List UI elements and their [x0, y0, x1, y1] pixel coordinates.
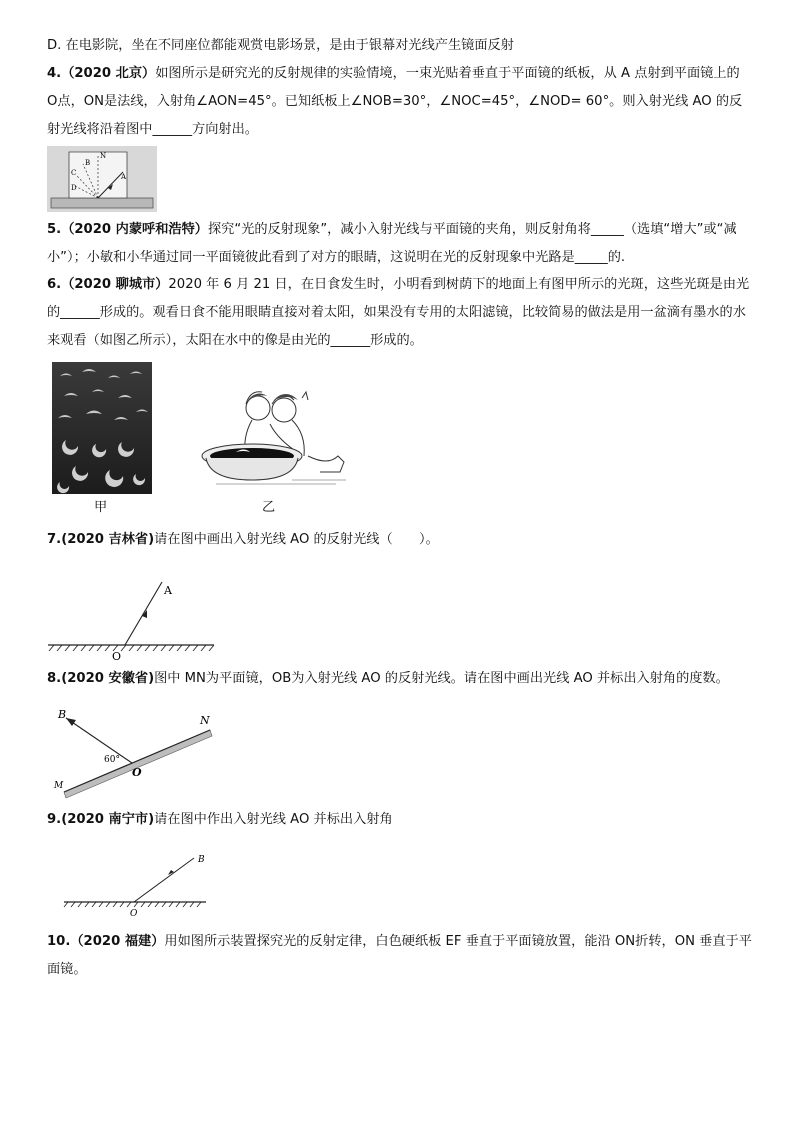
question-source: (2020 吉林省): [61, 532, 155, 547]
question-source: （2020 北京）: [61, 66, 156, 81]
question-text: 用如图所示装置探究光的反射定律，白色硬纸板 EF 垂直于平面镜放置，能沿 ON折转，ON 垂直于平面镜。: [47, 934, 752, 977]
question-number: 6.: [47, 277, 62, 292]
question-6: [47, 271, 752, 355]
angle-label: 60°: [104, 755, 120, 765]
q9-diagram: [62, 848, 208, 924]
question-10: [47, 928, 752, 984]
q8-diagram: [52, 704, 218, 808]
label-n: N: [100, 152, 107, 160]
question-source: (2020 安徽省): [61, 671, 155, 686]
question-4: [47, 60, 752, 144]
label-b: B: [85, 159, 91, 167]
label-o: O: [132, 766, 142, 779]
question-source: （2020 内蒙呼和浩特）: [61, 222, 208, 237]
reflection-experiment-figure: [47, 146, 157, 216]
question-number: 10.: [47, 934, 71, 949]
question-text: 如图所示是研究光的反射规律的实验情境，一束光贴着垂直于平面镜的纸板，从 A 点射到平面镜上的 O点，ON是法线，入射角∠AON=45°。已知纸板上∠NOB=30°，∠NOC=45°，∠NOD= 60°。则入射光线 AO 的反射光线将沿着图中______方向射出。: [47, 66, 743, 137]
caption-yi: 乙: [262, 500, 276, 515]
question-source: （2020 聊城市）: [61, 277, 169, 292]
reflected-ray-ob: [66, 718, 132, 763]
question-number: 8.: [47, 671, 62, 686]
label-b: B: [58, 708, 67, 721]
question-number: 4.: [47, 66, 62, 81]
light-spots-photo: [52, 362, 152, 498]
arrow-head: [66, 718, 76, 726]
label-c: C: [71, 169, 77, 177]
question-text: 请在图中画出入射光线 AO 的反射光线（ ）。: [154, 532, 439, 547]
mirror-mn: [64, 730, 212, 798]
question-number: 9.: [47, 812, 62, 827]
option-d: D. 在电影院，坐在不同座位都能观赏电影场景，是由于银幕对光线产生镜面反射: [47, 38, 514, 53]
label-o: O: [130, 909, 138, 919]
question-number: 5.: [47, 222, 62, 237]
caption-jia: 甲: [94, 500, 108, 515]
question-text: 请在图中作出入射光线 AO 并标出入射角: [154, 812, 393, 827]
reflected-ray-ob: [134, 858, 194, 902]
label-b: B: [198, 855, 205, 865]
question-5: [47, 216, 752, 272]
label-m: M: [54, 781, 64, 791]
label-a: A: [164, 584, 172, 597]
label-a: A: [121, 173, 127, 181]
q7-diagram: [46, 574, 218, 668]
question-text: 探究“光的反射现象”，减小入射光线与平面镜的夹角，则反射角将_____（选填“增大”或“减小”）；小敏和小华通过同一平面镜彼此看到了对方的眼睛，这说明在光的反射现象中光路是_____的.: [47, 222, 737, 265]
children-basin-illustration: [196, 386, 358, 492]
incident-ray: [125, 582, 162, 645]
label-n: N: [200, 714, 210, 727]
question-8: [47, 665, 752, 693]
question-text: 图中 MN为平面镜，OB为入射光线 AO 的反射光线。请在图中画出光线 AO 并标出入射角的度数。: [154, 671, 729, 686]
label-o: O: [112, 650, 122, 663]
question-source: (2020 南宁市): [61, 812, 155, 827]
question-7: [47, 526, 752, 554]
question-text: 2020 年 6 月 21 日，在日食发生时，小明看到树荫下的地面上有图甲所示的光斑，这些光斑是由光的______形成的。观看日食不能用眼睛直接对着太阳，如果没有专用的太阳滤镜，比较简易的做法是用一盆滴有墨水的水来观看（如图乙所示），太阳在水中的像是由光的______形成的。: [47, 277, 750, 348]
question-source: （2020 福建）: [70, 934, 165, 949]
question-9: [47, 806, 752, 834]
label-d: D: [71, 184, 77, 192]
question-number: 7.: [47, 532, 62, 547]
